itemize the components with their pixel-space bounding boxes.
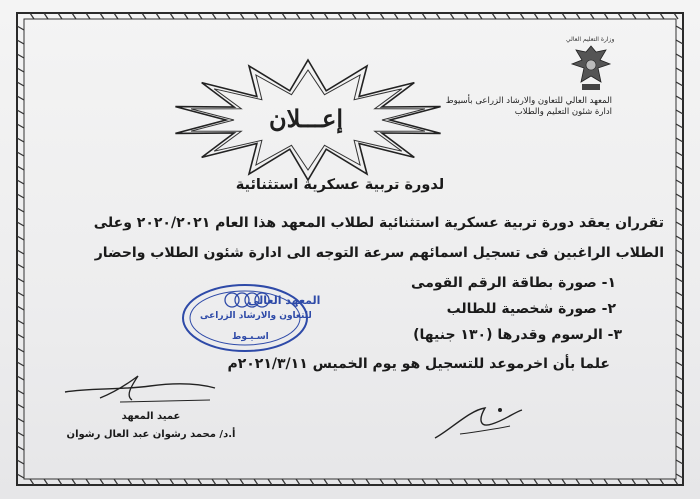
requirement-item: ٢- صورة شخصية للطالب <box>446 301 616 317</box>
body-line: تقرران يعقد دورة تربية عسكرية استثنائية لطلاب المعهد هذا العام ٢٠٢٠/٢٠٢١ وعلى <box>93 215 664 231</box>
stamp-text-top: المعهد العالى <box>248 294 321 307</box>
requirement-item: ٣- الرسوم وقدرها (١٣٠ جنيها) <box>413 327 622 343</box>
department-name: ادارة شئون التعليم والطلاب <box>514 107 612 117</box>
institute-name: المعهد العالي للتعاون والارشاد الزراعى بأسيوط <box>445 96 612 106</box>
eagle-emblem-icon <box>560 38 622 98</box>
institute-header <box>422 96 612 118</box>
stamp-text-middle: للتعاون والارشاد الزراعى <box>200 311 312 321</box>
body-line: الطلاب الراغبين فى تسجيل اسمائهم سرعة التوجه الى ادارة شئون الطلاب واحضار <box>94 245 664 261</box>
second-signature <box>430 400 540 445</box>
signatory-role: عميد المعهد <box>121 411 181 422</box>
announcement-title: إعـــلان <box>268 104 344 133</box>
signatory-name: أ.د/ محمد رشوان عبد العال رشوان <box>66 429 236 440</box>
stamp-text-bottom: اسـيـوط <box>232 332 269 342</box>
deadline-note: علما بأن اخرموعد للتسجيل هو يوم الخميس ٢٠٢١/٣/١١م <box>227 356 610 372</box>
dean-signature <box>60 370 220 410</box>
announcement-subject: لدورة تربية عسكرية استثنائية <box>235 177 445 193</box>
requirement-item: ١- صورة بطاقة الرقم القومى <box>411 275 616 291</box>
logo-caption: وزارة التعليم العالي <box>566 36 615 43</box>
